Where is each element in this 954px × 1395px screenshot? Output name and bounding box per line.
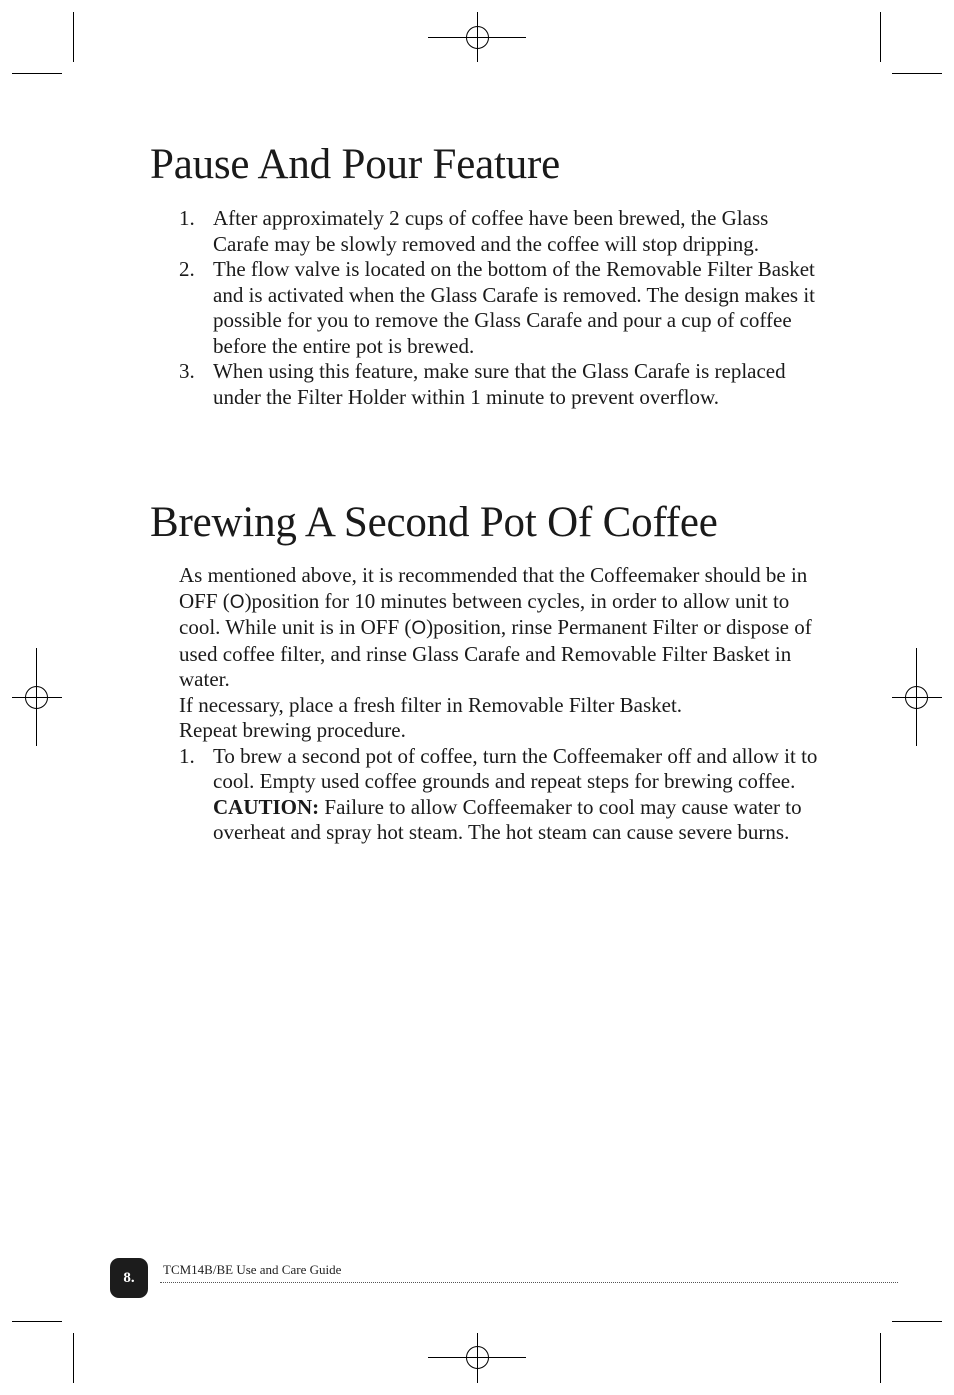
crop-mark (12, 1321, 62, 1322)
repeat-paragraph: Repeat brewing procedure. (179, 718, 406, 742)
crop-mark (880, 1333, 881, 1383)
list-number: 2. (179, 257, 195, 281)
intro-paragraph (179, 563, 819, 693)
list-text: The flow valve is located on the bottom of the Removable Filter Basket and is activated when the Glass Carafe is removed. The design makes it possible for you to remove the Glass Carafe and pour a cup of coffee before the entire pot is brewed. (213, 257, 816, 358)
list-number: 1. (179, 743, 195, 768)
crop-mark (892, 73, 942, 74)
pause-and-pour-steps (179, 206, 819, 410)
list-number: 1. (179, 206, 195, 230)
list-item (179, 359, 819, 410)
off-symbol-icon: O (229, 591, 245, 613)
crop-mark (73, 12, 74, 62)
crop-mark (880, 12, 881, 62)
list-item (179, 206, 819, 257)
paragraph-text: As mentioned above, it is recommended that the Coffeemaker should be in OFF ( (179, 563, 808, 613)
filter-paragraph: If necessary, place a fresh filter in Removable Filter Basket. (179, 692, 683, 717)
list-item (179, 257, 819, 359)
crop-mark (12, 73, 62, 74)
caution-label: CAUTION: (213, 794, 320, 819)
footer-guide-title: TCM14B/BE Use and Care Guide (163, 1262, 342, 1277)
list-text: When using this feature, make sure that the Glass Carafe is replaced under the Filter Holder within 1 minute to prevent overflow. (213, 359, 786, 409)
footer-dotted-rule (160, 1282, 898, 1283)
off-symbol-icon: O (411, 618, 427, 639)
list-number: 3. (179, 359, 195, 383)
second-pot-content (179, 563, 819, 846)
paragraph-text: )position for 10 minutes between cycles, in order to allow unit to cool. While unit is in OFF ( (179, 588, 790, 639)
section-heading-pause-and-pour: Pause And Pour Feature (150, 141, 561, 188)
registration-circle (905, 686, 928, 709)
registration-circle (466, 26, 489, 49)
paragraph-text: )position, rinse Permanent Filter or dispose of used coffee filter, and rinse Glass Carafe and Removable Filter Basket in water. (179, 615, 812, 691)
section-heading-second-pot: Brewing A Second Pot Of Coffee (150, 499, 718, 546)
crop-mark (892, 1321, 942, 1322)
list-text: After approximately 2 cups of coffee have been brewed, the Glass Carafe may be slowly removed and the coffee will stop dripping. (213, 206, 769, 256)
list-text: To brew a second pot of coffee, turn the Coffeemaker off and allow it to cool. Empty used coffee grounds and repeat steps for brewing coffee. (213, 743, 818, 793)
page-number-badge: 8. (110, 1258, 148, 1298)
crop-mark (73, 1333, 74, 1383)
list-item (179, 744, 819, 846)
registration-circle (466, 1346, 489, 1369)
caution-text: Failure to allow Coffeemaker to cool may cause water to overheat and spray hot steam. The hot steam can cause severe burns. (213, 794, 802, 844)
registration-circle (25, 686, 48, 709)
